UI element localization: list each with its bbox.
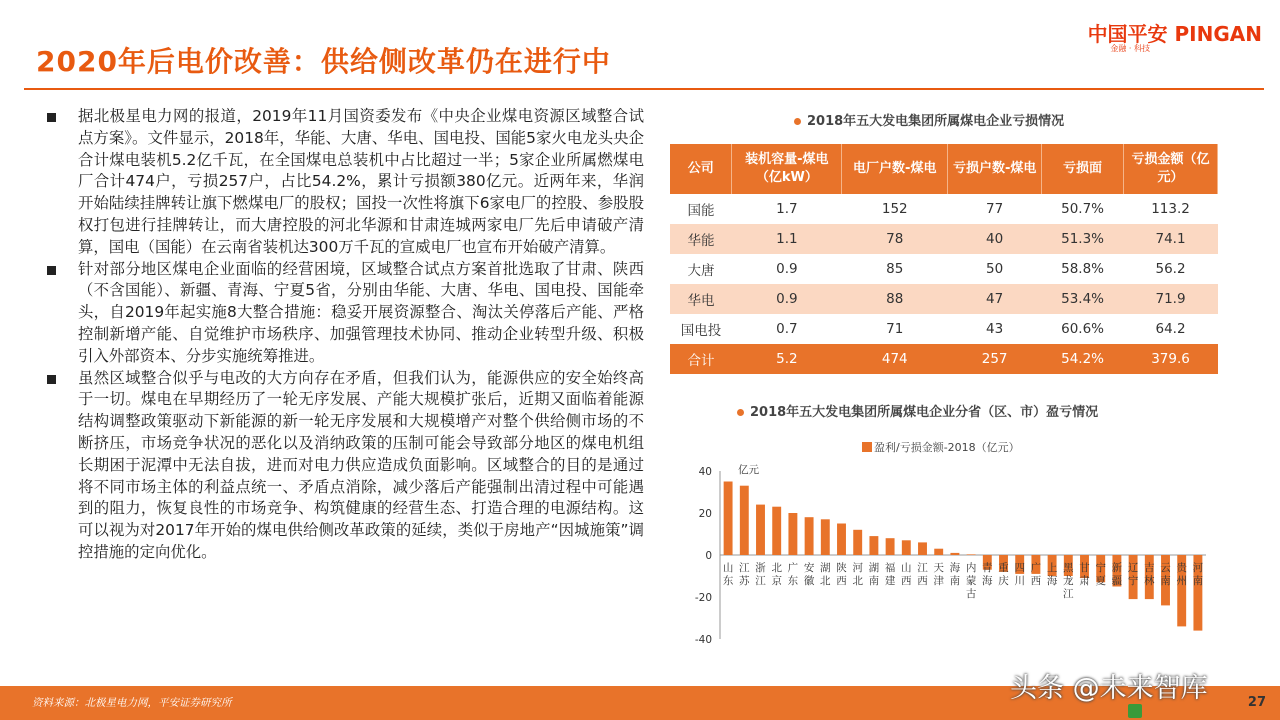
bar xyxy=(853,530,862,555)
table-cell: 47 xyxy=(948,284,1042,314)
bullet-text: 针对部分地区煤电企业面临的经营困境，区域整合试点方案首批选取了甘肃、陕西（不含国能）、新疆、青海、宁夏5省，分别由华能、大唐、华电、国电投、国能牵头，自2019年起实施8大整合措施：稳妥开展资源整合、淘汰关停落后产能、严格控制新增产能、自觉维护市场秩序、加强管理技术协同、推动企业转型升级、积极引入外部资本、分步实施统筹推进。 xyxy=(78,259,644,365)
bar xyxy=(788,513,797,555)
bullet-item xyxy=(44,368,644,564)
table-header-cell: 亏损户数-煤电 xyxy=(948,144,1042,194)
table-cell: 71 xyxy=(842,314,948,344)
legend-swatch xyxy=(862,442,872,452)
x-tick-label: 吉林 xyxy=(1144,562,1155,587)
x-tick-label: 云南 xyxy=(1160,562,1171,587)
table-cell: 0.9 xyxy=(732,254,842,284)
table-cell: 51.3% xyxy=(1042,224,1124,254)
table-cell: 53.4% xyxy=(1042,284,1124,314)
table-row xyxy=(670,194,1218,224)
table-cell: 85 xyxy=(842,254,948,284)
table-cell: 大唐 xyxy=(670,254,732,284)
table-cell: 64.2 xyxy=(1124,314,1218,344)
table-cell: 78 xyxy=(842,224,948,254)
bullet-dot-icon xyxy=(737,409,744,416)
x-tick-label: 浙江 xyxy=(755,562,766,587)
bar xyxy=(869,536,878,555)
x-tick-label: 重庆 xyxy=(998,562,1009,587)
corner-logo-icon xyxy=(1128,704,1142,718)
table-cell: 1.1 xyxy=(732,224,842,254)
x-tick-label: 上海 xyxy=(1046,562,1058,587)
y-tick-label: 40 xyxy=(698,466,712,478)
table-cell: 257 xyxy=(948,344,1042,374)
bar xyxy=(772,507,781,555)
table-header-cell: 亏损金额（亿元） xyxy=(1124,144,1218,194)
table-cell: 113.2 xyxy=(1124,194,1218,224)
table-cell: 0.9 xyxy=(732,284,842,314)
y-tick-label: -20 xyxy=(694,592,712,604)
table-cell: 50.7% xyxy=(1042,194,1124,224)
bullet-item xyxy=(44,259,644,368)
x-tick-label: 山西 xyxy=(901,562,912,587)
bar xyxy=(740,486,749,555)
legend-label: 盈利/亏损金额-2018（亿元） xyxy=(874,441,1020,454)
table-row xyxy=(670,224,1218,254)
x-tick-label: 广东 xyxy=(787,562,799,587)
table-cell: 华能 xyxy=(670,224,732,254)
bar xyxy=(724,482,733,556)
table-cell: 1.7 xyxy=(732,194,842,224)
table-cell: 60.6% xyxy=(1042,314,1124,344)
x-tick-label: 黑龙江 xyxy=(1063,562,1074,600)
province-profit-chart xyxy=(676,455,1216,655)
table-cell: 华电 xyxy=(670,284,732,314)
bar xyxy=(805,517,814,555)
title-divider xyxy=(24,88,1264,90)
y-tick-label: 0 xyxy=(705,550,712,562)
bullet-text: 据北极星电力网的报道，2019年11月国资委发布《中央企业煤电资源区域整合试点方案》。文件显示，2018年，华能、大唐、华电、国电投、国能5家火电龙头央企合计煤电装机5.2亿千瓦，在全国煤电总装机中占比超过一半；5家企业所属燃煤电厂合计474户，亏损257户，占比54.2%，累计亏损额380亿元。近两年来，华润开始陆续挂牌转让旗下燃煤电厂的股权；国投一次性将旗下6家电厂的控股、参股股权打包进行挂牌转让，而大唐控股的河北华源和甘肃连城两家电厂先后申请破产清算，国电（国能）在云南省装机达300万千瓦的宣威电厂也宣布开始破产清算。 xyxy=(78,107,644,256)
bullet-square-icon xyxy=(47,266,56,275)
x-tick-label: 新疆 xyxy=(1111,562,1123,587)
table-cell: 88 xyxy=(842,284,948,314)
table-header-cell: 公司 xyxy=(670,144,732,194)
table-cell: 国能 xyxy=(670,194,732,224)
table-cell: 50 xyxy=(948,254,1042,284)
body-text xyxy=(44,106,644,564)
x-tick-label: 安徽 xyxy=(803,562,815,587)
source-note: 资料来源：北极星电力网，平安证券研究所 xyxy=(32,697,232,709)
logo-text: 中国平安 PINGAN xyxy=(1087,22,1262,46)
x-tick-label: 河北 xyxy=(852,562,863,587)
x-tick-label: 贵州 xyxy=(1176,562,1187,587)
table-header-row xyxy=(670,144,1218,194)
table-header-cell: 装机容量-煤电（亿kW） xyxy=(732,144,842,194)
x-tick-label: 青海 xyxy=(982,562,993,587)
unit-label: 亿元 xyxy=(738,464,759,476)
bar xyxy=(950,553,959,555)
table-cell: 43 xyxy=(948,314,1042,344)
table-title: 2018年五大发电集团所属煤电企业亏损情况 xyxy=(794,110,1064,129)
table-cell: 合计 xyxy=(670,344,732,374)
x-tick-label: 河南 xyxy=(1192,562,1204,587)
table-cell: 77 xyxy=(948,194,1042,224)
x-tick-label: 湖南 xyxy=(868,562,880,587)
pingan-logo xyxy=(1062,18,1262,58)
chart-title: 2018年五大发电集团所属煤电企业分省（区、市）盈亏情况 xyxy=(737,401,1098,420)
table-row xyxy=(670,284,1218,314)
y-tick-label: -40 xyxy=(694,634,712,646)
x-tick-label: 辽宁 xyxy=(1127,562,1139,587)
table-cell: 40 xyxy=(948,224,1042,254)
x-tick-label: 江苏 xyxy=(739,562,750,587)
x-tick-label: 福建 xyxy=(884,562,896,587)
x-tick-label: 天津 xyxy=(933,562,944,587)
x-tick-label: 内蒙古 xyxy=(965,562,977,600)
page-number: 27 xyxy=(1247,695,1266,710)
table-cell: 54.2% xyxy=(1042,344,1124,374)
page-title: 2020年后电价改善：供给侧改革仍在进行中 xyxy=(36,45,611,78)
table-cell: 379.6 xyxy=(1124,344,1218,374)
table-row xyxy=(670,254,1218,284)
table-total-row xyxy=(670,344,1218,374)
bullet-dot-icon xyxy=(794,118,801,125)
bar xyxy=(918,542,927,555)
table-row xyxy=(670,314,1218,344)
x-tick-label: 宁夏 xyxy=(1095,562,1106,587)
x-tick-label: 北京 xyxy=(771,562,782,587)
table-header-cell: 电厂户数-煤电 xyxy=(842,144,948,194)
x-tick-label: 山东 xyxy=(722,562,734,587)
watermark: 头条 @未来智库 xyxy=(1010,673,1208,704)
bar xyxy=(886,538,895,555)
table-cell: 71.9 xyxy=(1124,284,1218,314)
x-tick-label: 陕西 xyxy=(836,562,847,587)
bar xyxy=(837,524,846,556)
x-tick-label: 四川 xyxy=(1014,562,1025,587)
table-cell: 0.7 xyxy=(732,314,842,344)
table-cell: 国电投 xyxy=(670,314,732,344)
bar xyxy=(967,554,976,555)
bullet-text: 虽然区域整合似乎与电改的大方向存在矛盾，但我们认为，能源供应的安全始终高于一切。煤电在早期经历了一轮无序发展、产能大规模扩张后，近期又面临着能源结构调整政策驱动下新能源的新一轮无序发展和大规模增产对整个供给侧市场的不断挤压，市场竞争状况的恶化以及消纳政策的压制可能会导致部分地区的煤电机组长期困于泥潭中无法自拔，进而对电力供应造成负面影响。区域整合的目的是通过将不同市场主体的利益点统一、矛盾点消除，减少落后产能强制出清过程中可能遇到的阻力，恢复良性的市场竞争、构筑健康的经营生态、打造合理的电源结构。这可以视为对2017年开始的煤电供给侧改革政策的延续，类似于房地产“因城施策”调控措施的定向优化。 xyxy=(78,368,644,561)
x-tick-label: 甘肃 xyxy=(1079,562,1090,587)
table-cell: 474 xyxy=(842,344,948,374)
table-cell: 152 xyxy=(842,194,948,224)
table-header-cell: 亏损面 xyxy=(1042,144,1124,194)
table-cell: 56.2 xyxy=(1124,254,1218,284)
bullet-item xyxy=(44,106,644,259)
table-cell: 58.8% xyxy=(1042,254,1124,284)
table-cell: 74.1 xyxy=(1124,224,1218,254)
bullet-square-icon xyxy=(47,113,56,122)
bar xyxy=(756,505,765,555)
x-tick-label: 海南 xyxy=(949,562,961,587)
logo-tagline: 金融 · 科技 xyxy=(1110,44,1150,53)
loss-table xyxy=(670,144,1218,374)
bar xyxy=(902,540,911,555)
table-cell: 5.2 xyxy=(732,344,842,374)
y-tick-label: 20 xyxy=(698,508,712,520)
x-tick-label: 湖北 xyxy=(820,562,831,587)
bar xyxy=(934,549,943,555)
bullet-square-icon xyxy=(47,375,56,384)
x-tick-label: 广西 xyxy=(1030,562,1042,587)
x-tick-label: 江西 xyxy=(917,562,928,587)
bar xyxy=(821,519,830,555)
